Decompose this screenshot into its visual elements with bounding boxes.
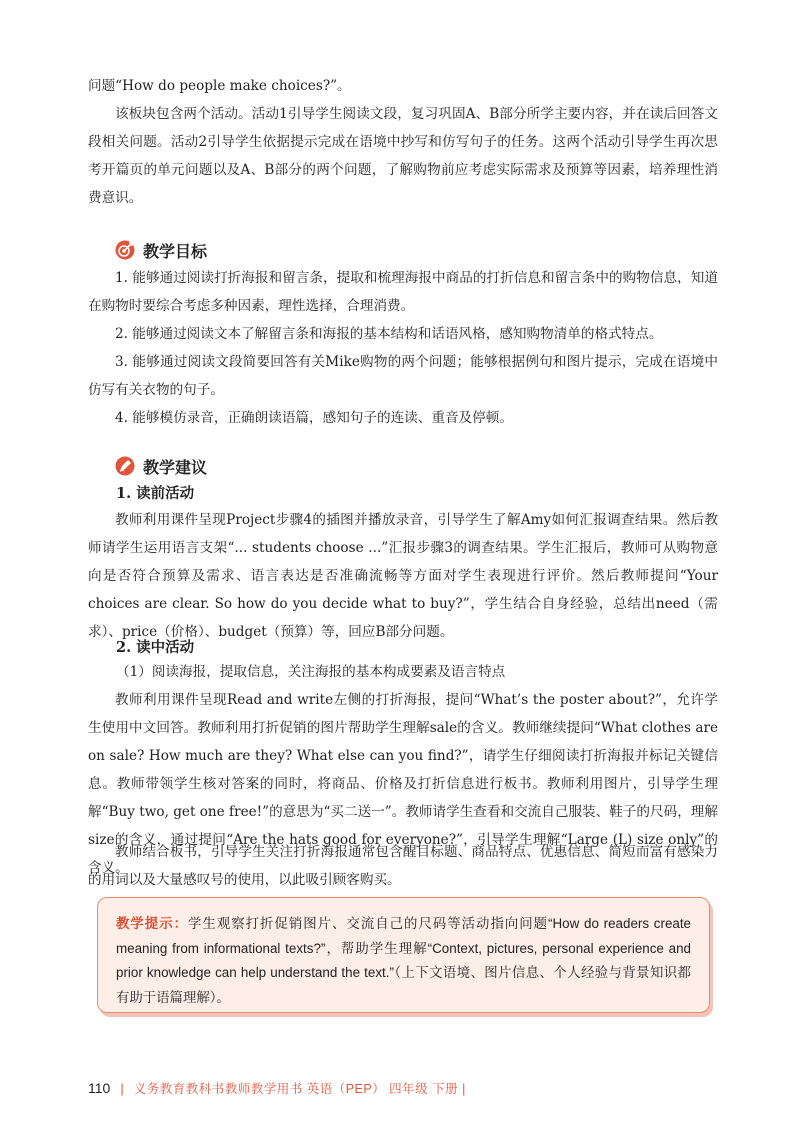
tip-text: 学生观察打折促销图片、交流自己的尺码等活动指向问题“How do readers create meaning from informational texts?”，帮助学生理解“Context, pictures, personal experience and prior knowledge can help understand the text.”（上下文语境、图片信息、个人经验与背景知识都有助于语篇理解）。 xyxy=(116,916,692,1005)
suggestions-heading xyxy=(115,452,207,480)
objectives-title: 教学目标 xyxy=(143,241,208,261)
while-reading-paragraph-1: 教师利用课件呈现Read and write左侧的打折海报，提问“What’s the poster about?”，允许学生使用中文回答。教师利用打折促销的图片帮助学生理解sale的含义。教师继续提问“What clothes are on sale? How much are they? What else can you find?”，请学生仔细阅读打折海报并标记关键信息。教师带领学生核对答案的同时，将商品、价格及打折信息进行板书。教师利用图片，引导学生理解“Buy two, get one free!”的意思为“买二送一”。教师请学生查看和交流自己服装、鞋子的尺码，理解size的含义，通过提问“Are the hats good for everyone?”，引导学生理解“Large (L) size only”的含义。 xyxy=(88,692,718,876)
while-reading-paragraph-2: 教师结合板书，引导学生关注打折海报通常包含醒目标题、商品特点、优惠信息、简短而富有感染力的用词以及大量感叹号的使用，以此吸引顾客购买。 xyxy=(88,844,718,888)
pre-reading-paragraph: 教师利用课件呈现Project步骤4的插图并播放录音，引导学生了解Amy如何汇报调查结果。然后教师请学生运用语言支架“... students choose ...”汇报步骤3的调查结果。学生汇报后，教师可从购物意向是否符合预算及需求、语言表达是否准确流畅等方面对学生表现进行评价。然后教师提问“Your choices are clear. So how do you decide what to buy?”，学生结合自身经验，总结出need（需求）、price（价格）、budget（预算）等，回应B部分问题。 xyxy=(88,512,718,640)
objectives-heading xyxy=(115,236,207,264)
target-icon xyxy=(115,240,135,260)
while-reading-subheading: （1）阅读海报，提取信息，关注海报的基本构成要素及语言特点 xyxy=(116,664,506,680)
intro-paragraph: 该板块包含两个活动。活动1引导学生阅读文段，复习巩固A、B部分所学主要内容，并在读后回答文段相关问题。活动2引导学生依据提示完成在语境中抄写和仿写句子的任务。这两个活动引导学生再次思考开篇页的单元问题以及A、B部分的两个问题，了解购物前应考虑实际需求及预算等因素，培养理性消费意识。 xyxy=(88,106,718,206)
tip-label: 教学提示： xyxy=(116,916,189,931)
page-footer xyxy=(88,1079,466,1097)
suggestions-title: 教学建议 xyxy=(143,457,208,477)
pre-reading-heading: 1. 读前活动 xyxy=(116,485,195,502)
teaching-tip-box xyxy=(97,897,710,1013)
book-title: 义务教育教科书教师教学用书 英语（PEP） 四年级 下册 | xyxy=(133,1082,466,1096)
footer-separator: | xyxy=(120,1080,124,1096)
intro-line: 问题“How do people make choices?”。 xyxy=(88,78,351,94)
objective-item-2: 2. 能够通过阅读文本了解留言条和海报的基本结构和话语风格，感知购物清单的格式特点。 xyxy=(115,326,663,342)
objective-item-3: 3. 能够通过阅读文段简要回答有关Mike购物的两个问题；能够根据例句和图片提示，完成在语境中仿写有关衣物的句子。 xyxy=(88,354,718,398)
page-number: 110 xyxy=(88,1080,111,1096)
objective-item-1: 1. 能够通过阅读打折海报和留言条，提取和梳理海报中商品的打折信息和留言条中的购物信息，知道在购物时要综合考虑多种因素，理性选择，合理消费。 xyxy=(88,270,718,314)
objective-item-4: 4. 能够模仿录音，正确朗读语篇，感知句子的连读、重音及停顿。 xyxy=(115,410,513,426)
teaching-tip xyxy=(116,912,691,1010)
while-reading-heading: 2. 读中活动 xyxy=(116,639,195,656)
pen-icon xyxy=(115,456,135,476)
